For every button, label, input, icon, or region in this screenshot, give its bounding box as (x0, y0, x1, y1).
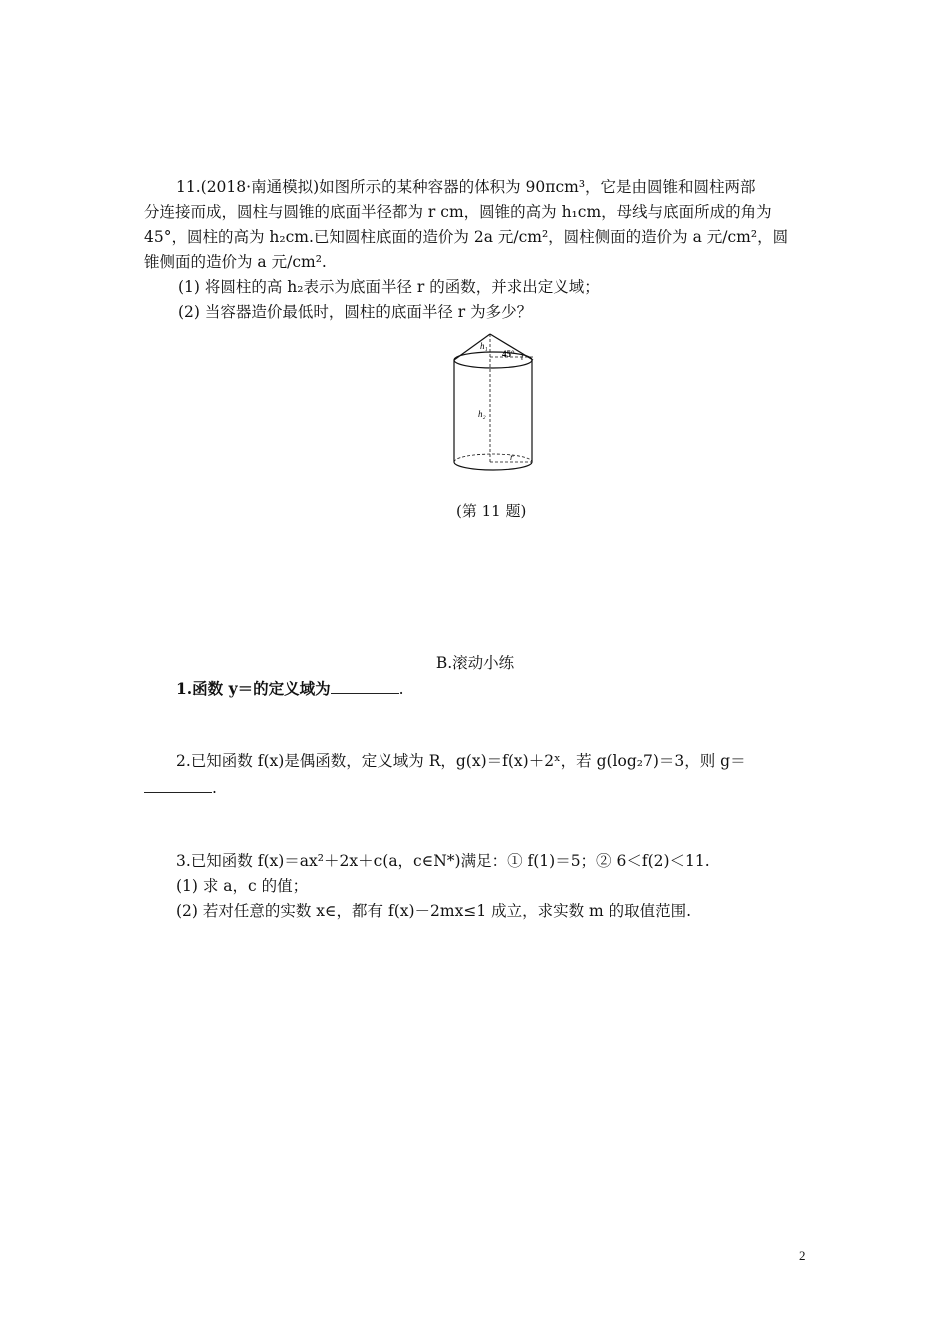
label-45deg: 45° (502, 349, 515, 359)
problem3-question2: (2) 若对任意的实数 x∈，都有 f(x)－2mx≤1 成立，求实数 m 的取值范围. (176, 902, 692, 920)
problem11-line1: 11.(2018·南通模拟)如图所示的某种容器的体积为 90πcm³，它是由圆锥和圆柱两部 (176, 178, 756, 196)
problem11-question2: (2) 当容器造价最低时，圆柱的底面半径 r 为多少？ (178, 303, 533, 321)
problem2-line2 (144, 776, 217, 799)
problem3-line1: 3.已知函数 f(x)＝ax²＋2x＋c(a，c∈N*)满足：① f(1)＝5；② 6＜f(2)＜11. (176, 852, 710, 870)
bottom-ellipse-front (454, 462, 532, 470)
section-title: B.滚动小练 (435, 654, 515, 672)
problem11-line4: 锥侧面的造价为 a 元/cm². (144, 253, 327, 271)
problem3-question1: (1) 求 a，c 的值； (176, 877, 309, 895)
problem2-period: . (212, 779, 217, 797)
cone-cylinder-figure (440, 330, 550, 480)
problem11-question1: (1) 将圆柱的高 h₂表示为底面半径 r 的函数，并求出定义域； (178, 278, 600, 296)
problem1-period: . (398, 680, 404, 698)
problem1-text: 1.函数 y＝的定义域为 (176, 679, 331, 698)
figure-caption: (第 11 题) (456, 502, 527, 520)
problem11-line3: 45°，圆柱的高为 h₂cm.已知圆柱底面的造价为 2a 元/cm²，圆柱侧面的造价为 a 元/cm²，圆 (144, 228, 789, 246)
answer-blank-2 (144, 776, 212, 793)
problem11-line2: 分连接而成，圆柱与圆锥的底面半径都为 r cm，圆锥的高为 h₁cm，母线与底面所成的角为 (144, 203, 772, 221)
top-ellipse (454, 352, 532, 368)
answer-blank-1 (331, 677, 399, 694)
label-h2: h₂ (478, 409, 486, 419)
bottom-ellipse-back (454, 454, 532, 462)
label-h1: h₁ (480, 341, 488, 351)
problem2-line1: 2.已知函数 f(x)是偶函数，定义域为 R，g(x)＝f(x)＋2ˣ，若 g(log₂7)＝3，则 g＝ (176, 752, 746, 770)
problem1 (176, 677, 404, 700)
label-r: r (510, 452, 514, 462)
page-number: 2 (799, 1248, 806, 1263)
